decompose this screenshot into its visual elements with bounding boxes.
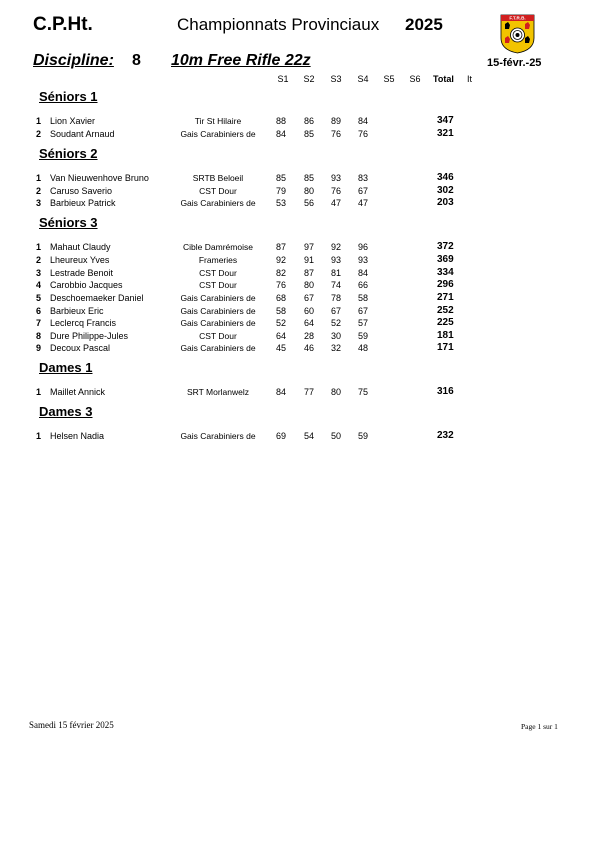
score-s4: 59 — [357, 331, 368, 341]
score-s4: 57 — [357, 318, 368, 328]
score-s1: 88 — [275, 116, 286, 126]
shooter-name: Decoux Pascal — [50, 343, 111, 353]
category-heading: Dames 3 — [39, 404, 93, 419]
rank: 6 — [36, 306, 42, 316]
score-s1: 53 — [275, 198, 286, 208]
shooter-name: Lheureux Yves — [50, 255, 110, 265]
club-name: Cible Damrémoise — [183, 242, 253, 252]
score-total: 347 — [437, 115, 454, 126]
score-s1: 45 — [275, 343, 286, 353]
score-total: 369 — [437, 254, 454, 265]
score-s2: 67 — [303, 293, 314, 303]
rank: 8 — [36, 331, 42, 341]
score-s3: 52 — [330, 318, 341, 328]
club-name: Gais Carabiniers de — [180, 198, 256, 208]
rank: 1 — [36, 173, 42, 183]
club-name: Gais Carabiniers de — [180, 293, 256, 303]
organization-name: C.P.Ht. — [33, 14, 93, 35]
score-s2: 91 — [303, 255, 314, 265]
document-title: Championnats Provinciaux — [177, 15, 380, 34]
score-s2: 85 — [303, 129, 314, 139]
score-s1: 58 — [275, 306, 286, 316]
score-s4: 84 — [357, 116, 368, 126]
score-s1: 68 — [275, 293, 286, 303]
score-total: 271 — [437, 292, 454, 303]
column-header-s6: S6 — [409, 74, 421, 84]
score-total: 171 — [437, 342, 454, 353]
club-name: SRT Morlanwelz — [186, 387, 250, 397]
shooter-name: Mahaut Claudy — [50, 242, 111, 252]
score-s4: 59 — [357, 431, 368, 441]
score-s2: 77 — [303, 387, 314, 397]
category-heading: Séniors 1 — [39, 89, 98, 104]
shooter-name: Lion Xavier — [50, 116, 96, 126]
score-s4: 75 — [357, 387, 368, 397]
club-name: SRTB Beloeil — [192, 173, 244, 183]
score-s1: 64 — [275, 331, 286, 341]
shooter-name: Van Nieuwenhove Bruno — [50, 173, 149, 183]
rank: 3 — [36, 268, 42, 278]
score-s3: 92 — [330, 242, 341, 252]
score-s3: 67 — [330, 306, 341, 316]
score-s2: 86 — [303, 116, 314, 126]
shooter-name: Barbieux Patrick — [50, 198, 116, 208]
federation-shield-logo — [500, 14, 535, 54]
score-s2: 85 — [303, 173, 314, 183]
rank: 2 — [36, 129, 42, 139]
score-total: 321 — [437, 128, 454, 139]
rank: 1 — [36, 242, 42, 252]
rank: 1 — [36, 387, 42, 397]
score-s1: 85 — [275, 173, 286, 183]
rank: 9 — [36, 343, 42, 353]
column-header-s2: S2 — [303, 74, 315, 84]
score-s3: 30 — [330, 331, 341, 341]
score-s4: 84 — [357, 268, 368, 278]
column-header-total: Total — [433, 74, 454, 84]
page-number: Page 1 sur 1 — [521, 722, 558, 731]
score-s4: 66 — [357, 280, 368, 290]
score-s3: 74 — [330, 280, 341, 290]
score-s3: 76 — [330, 129, 341, 139]
score-s1: 92 — [275, 255, 286, 265]
discipline-name: 10m Free Rifle 22z — [171, 52, 311, 69]
club-name: CST Dour — [199, 186, 237, 196]
club-name: CST Dour — [199, 280, 237, 290]
column-header-s4: S4 — [357, 74, 369, 84]
rank: 1 — [36, 431, 42, 441]
score-s4: 83 — [357, 173, 368, 183]
score-s3: 76 — [330, 186, 341, 196]
column-header-s3: S3 — [330, 74, 342, 84]
score-s2: 87 — [303, 268, 314, 278]
score-s4: 58 — [357, 293, 368, 303]
score-s1: 84 — [275, 129, 286, 139]
score-total: 296 — [437, 279, 454, 290]
score-s3: 47 — [330, 198, 341, 208]
score-s2: 97 — [303, 242, 314, 252]
score-total: 225 — [437, 317, 454, 328]
rank: 3 — [36, 198, 42, 208]
score-s3: 93 — [330, 173, 341, 183]
rank: 2 — [36, 255, 42, 265]
score-total: 203 — [437, 197, 454, 208]
club-name: CST Dour — [199, 331, 237, 341]
score-s1: 79 — [275, 186, 286, 196]
rank: 1 — [36, 116, 42, 126]
document-year: 2025 — [405, 15, 443, 34]
score-s3: 50 — [330, 431, 341, 441]
score-s1: 84 — [275, 387, 286, 397]
score-s1: 52 — [275, 318, 286, 328]
club-name: Gais Carabiniers de — [180, 318, 256, 328]
score-s4: 47 — [357, 198, 368, 208]
column-header-s5: S5 — [383, 74, 395, 84]
footer-date: Samedi 15 février 2025 — [29, 720, 114, 730]
score-total: 232 — [437, 430, 454, 441]
rank: 7 — [36, 318, 42, 328]
score-s4: 96 — [357, 242, 368, 252]
shooter-name: Maillet Annick — [50, 387, 106, 397]
score-s1: 87 — [275, 242, 286, 252]
discipline-number: 8 — [132, 52, 141, 69]
score-total: 252 — [437, 305, 454, 316]
shooter-name: Soudant Arnaud — [50, 129, 115, 139]
logo-lettering: F.T.R.B. — [509, 15, 526, 21]
score-s3: 93 — [330, 255, 341, 265]
score-s1: 82 — [275, 268, 286, 278]
club-name: Gais Carabiniers de — [180, 343, 256, 353]
score-s2: 54 — [303, 431, 314, 441]
score-total: 346 — [437, 172, 454, 183]
rank: 4 — [36, 280, 42, 290]
column-header-s1: S1 — [277, 74, 289, 84]
category-heading: Séniors 2 — [39, 146, 98, 161]
shooter-name: Barbieux Eric — [50, 306, 104, 316]
score-s2: 80 — [303, 186, 314, 196]
category-heading: Séniors 3 — [39, 215, 98, 230]
club-name: Frameries — [198, 255, 238, 265]
score-s2: 56 — [303, 198, 314, 208]
score-s4: 67 — [357, 306, 368, 316]
score-total: 372 — [437, 241, 454, 252]
shooter-name: Deschoemaeker Daniel — [50, 293, 144, 303]
event-date: 15-févr.-25 — [487, 57, 542, 69]
score-s4: 48 — [357, 343, 368, 353]
club-name: Tir St Hilaire — [194, 116, 242, 126]
score-s2: 46 — [303, 343, 314, 353]
club-name: CST Dour — [199, 268, 237, 278]
score-s2: 60 — [303, 306, 314, 316]
score-s2: 80 — [303, 280, 314, 290]
score-s4: 67 — [357, 186, 368, 196]
score-total: 181 — [437, 330, 454, 341]
shooter-name: Caruso Saverio — [50, 186, 113, 196]
score-total: 302 — [437, 185, 454, 196]
rank: 5 — [36, 293, 42, 303]
score-s3: 81 — [330, 268, 341, 278]
shooter-name: Dure Philippe-Jules — [50, 331, 129, 341]
score-total: 316 — [437, 386, 454, 397]
club-name: Gais Carabiniers de — [180, 306, 256, 316]
score-s3: 89 — [330, 116, 341, 126]
rank: 2 — [36, 186, 42, 196]
score-s2: 28 — [303, 331, 314, 341]
score-s1: 76 — [275, 280, 286, 290]
shooter-name: Lestrade Benoit — [50, 268, 114, 278]
score-s1: 69 — [275, 431, 286, 441]
club-name: Gais Carabiniers de — [180, 129, 256, 139]
score-total: 334 — [437, 267, 454, 278]
score-s3: 78 — [330, 293, 341, 303]
shooter-name: Carobbio Jacques — [50, 280, 123, 290]
score-s2: 64 — [303, 318, 314, 328]
score-s4: 76 — [357, 129, 368, 139]
score-s3: 80 — [330, 387, 341, 397]
discipline-label: Discipline: — [33, 52, 114, 69]
club-name: Gais Carabiniers de — [180, 431, 256, 441]
shooter-name: Helsen Nadia — [50, 431, 105, 441]
score-s4: 93 — [357, 255, 368, 265]
column-header-it: It — [467, 74, 473, 84]
category-heading: Dames 1 — [39, 360, 93, 375]
score-s3: 32 — [330, 343, 341, 353]
shooter-name: Leclercq Francis — [50, 318, 117, 328]
